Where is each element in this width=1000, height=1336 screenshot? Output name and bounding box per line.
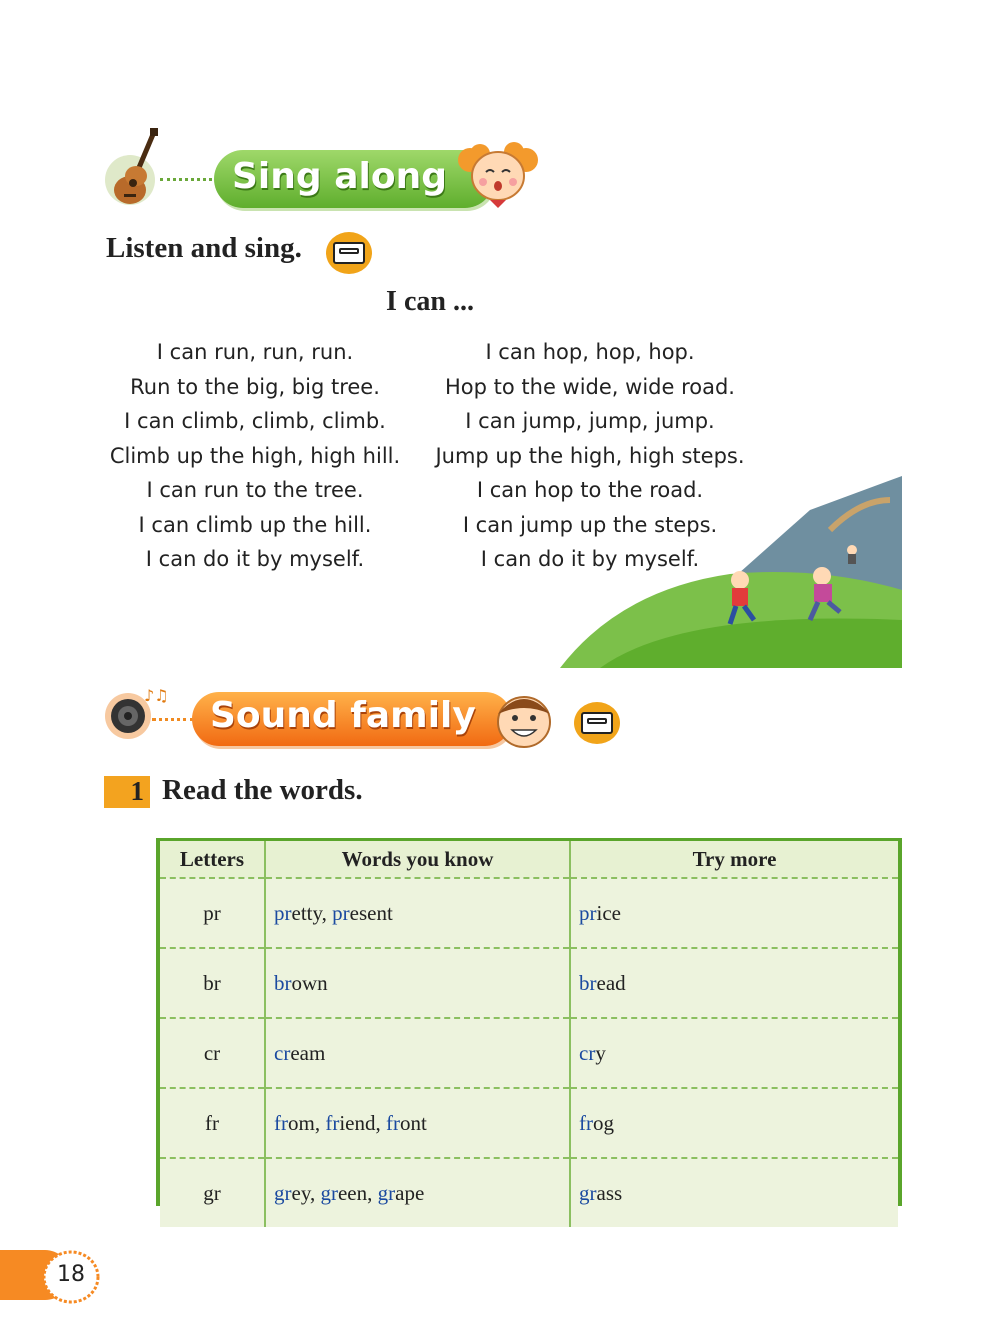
word: [579, 1041, 606, 1065]
try-more-cell: [570, 1158, 898, 1227]
try-more-cell: [570, 1018, 898, 1088]
word-blend: pr: [332, 900, 350, 925]
word: [579, 971, 626, 995]
song-verse-left: [100, 335, 410, 577]
table-row: [160, 878, 898, 948]
word-blend: pr: [579, 900, 597, 925]
lyric-line: I can climb, climb, climb.: [124, 409, 386, 433]
smiling-boy-icon: [488, 692, 560, 750]
lyric-line: I can climb up the hill.: [138, 512, 372, 537]
word-rest: ead: [596, 970, 626, 995]
word: [378, 1181, 425, 1205]
table-row: [160, 948, 898, 1018]
sound-family-title: Sound family: [210, 695, 476, 736]
word-rest: om: [288, 1110, 315, 1135]
music-note-icon: ♪♫: [144, 686, 169, 705]
word: [274, 901, 322, 925]
word-blend: fr: [325, 1110, 340, 1135]
word: [274, 1181, 310, 1205]
table-row: [160, 1158, 898, 1227]
connector-dots: [152, 718, 194, 721]
try-more-cell: [570, 1088, 898, 1158]
listen-and-sing-instruction: Listen and sing.: [106, 232, 302, 264]
word: [325, 1111, 375, 1135]
word-rest: eam: [290, 1040, 326, 1065]
header-letters: Letters: [160, 841, 265, 878]
word-rest: iend: [339, 1110, 376, 1135]
song-title: I can ...: [386, 286, 474, 317]
word-blend: fr: [579, 1110, 593, 1135]
words-you-know-cell: [265, 1018, 570, 1088]
word: [274, 1111, 315, 1135]
hill-illustration: [560, 470, 902, 668]
cassette-icon[interactable]: [574, 702, 620, 744]
word-blend: gr: [320, 1180, 338, 1205]
word-rest: og: [593, 1110, 614, 1135]
word-blend: br: [274, 970, 292, 995]
header-words-you-know: Words you know: [265, 841, 570, 878]
word: [274, 971, 328, 995]
word-blend: gr: [579, 1180, 597, 1205]
words-you-know-cell: from, friend, front: [265, 1088, 570, 1158]
word-rest: ice: [596, 900, 621, 925]
word-blend: cr: [579, 1040, 596, 1065]
connector-dots: [160, 178, 218, 181]
word: [579, 901, 621, 925]
lyric-line: Run to the big, big tree.: [130, 374, 380, 399]
singing-girl-icon: [450, 142, 546, 208]
lyric-line: I can do it by myself.: [480, 547, 700, 571]
lyric-line: Hop to the wide, wide road.: [445, 374, 735, 399]
lyric-line: I can run to the tree.: [146, 478, 364, 502]
word-rest: etty: [291, 900, 322, 925]
lyric-line: I can run, run, run.: [156, 340, 354, 364]
word-blend: fr: [386, 1110, 400, 1135]
letters-cell: gr: [160, 1158, 265, 1227]
letters-cell: pr: [160, 878, 265, 948]
exercise-number-label: 1: [130, 776, 144, 806]
word-rest: esent: [349, 900, 393, 925]
header-try-more: Try more: [570, 841, 898, 878]
lyric-line: I can hop, hop, hop.: [485, 340, 695, 364]
word: [579, 1111, 614, 1135]
word: [320, 1181, 367, 1205]
word-blend: pr: [274, 900, 292, 925]
words-you-know-cell: [265, 948, 570, 1018]
word-rest: ape: [395, 1180, 425, 1205]
read-the-words-instruction: Read the words.: [162, 774, 363, 806]
guitar-icon: [104, 128, 164, 210]
lyric-line: I can jump up the steps.: [462, 512, 718, 537]
word-rest: ont: [400, 1110, 427, 1135]
word-blend: br: [579, 970, 597, 995]
words-you-know-cell: pretty, present: [265, 878, 570, 948]
lyric-line: Climb up the high, high hill.: [109, 443, 401, 468]
cassette-icon[interactable]: [326, 232, 372, 274]
word-rest: een: [337, 1180, 368, 1205]
word-rest: ey: [291, 1180, 310, 1205]
sound-family-banner: [192, 692, 512, 746]
word: [386, 1111, 427, 1135]
letters-cell: fr: [160, 1088, 265, 1158]
words-you-know-cell: grey, green, grape: [265, 1158, 570, 1227]
word-blend: gr: [274, 1180, 292, 1205]
letters-cell: br: [160, 948, 265, 1018]
lyric-line: I can jump, jump, jump.: [465, 409, 715, 433]
word-rest: own: [291, 970, 328, 995]
exercise-number: [104, 776, 150, 808]
word-blend: cr: [274, 1040, 291, 1065]
word-rest: ass: [596, 1180, 623, 1205]
sound-family-table: [156, 838, 902, 1206]
try-more-cell: [570, 948, 898, 1018]
word: [332, 901, 393, 925]
lyric-line: Jump up the high, high steps.: [435, 443, 745, 468]
word-blend: gr: [377, 1180, 396, 1205]
lyric-line: I can hop to the road.: [476, 478, 704, 502]
table-row: [160, 1088, 898, 1158]
page-number: 18: [57, 1262, 85, 1287]
letters-cell: cr: [160, 1018, 265, 1088]
lyric-line: I can do it by myself.: [145, 547, 365, 571]
word-blend: fr: [274, 1110, 288, 1135]
word: [274, 1041, 325, 1065]
word-rest: y: [595, 1040, 606, 1065]
word: [579, 1181, 622, 1205]
table-row: [160, 1018, 898, 1088]
sing-along-title: Sing along: [232, 156, 447, 197]
try-more-cell: [570, 878, 898, 948]
